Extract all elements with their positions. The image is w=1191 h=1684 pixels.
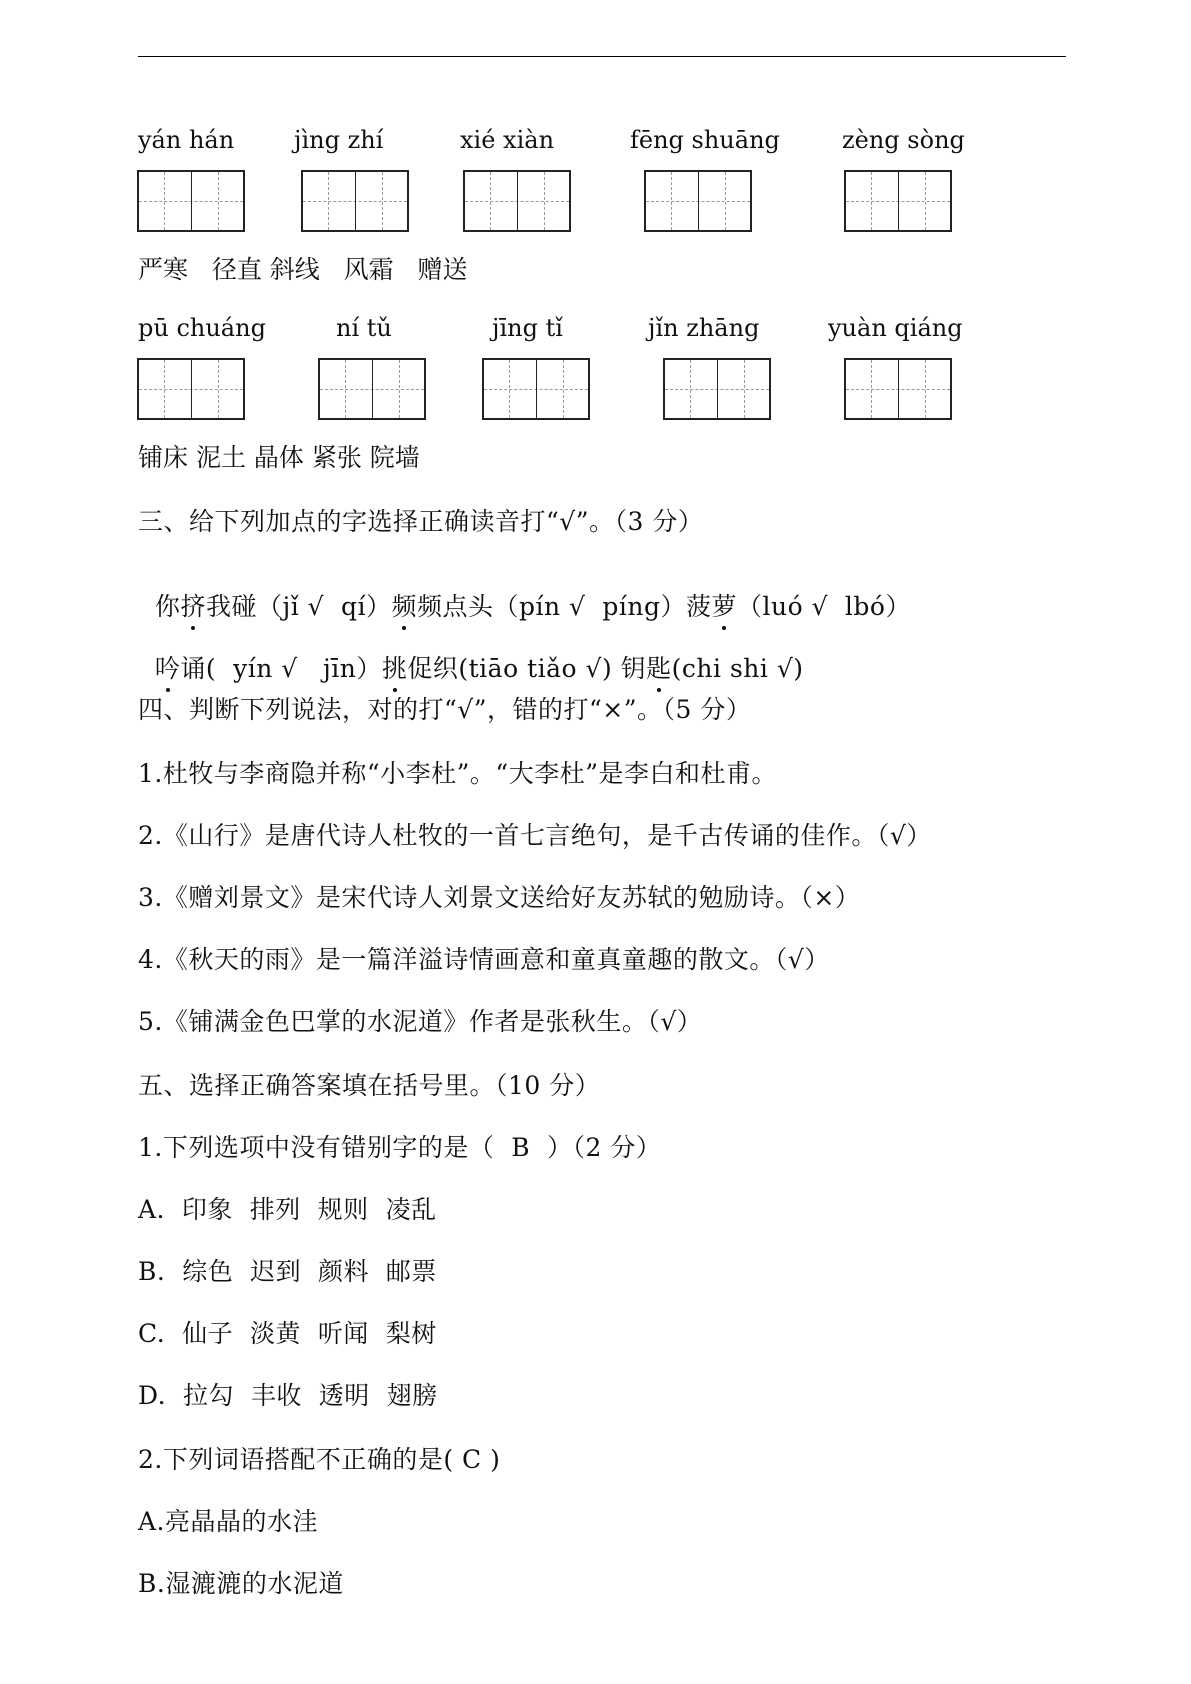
answer-words: 严寒 径直 斜线 风霜 赠送	[138, 255, 468, 284]
pinyin-label: zèng sòng	[842, 126, 965, 154]
pinyin-label: yuàn qiáng	[828, 314, 963, 342]
pinyin-label: fēng shuāng	[630, 126, 780, 154]
judgement-item: 3.《赠刘景文》是宋代诗人刘景文送给好友苏轼的勉励诗。（×）	[138, 883, 861, 912]
judgement-item: 4.《秋天的雨》是一篇洋溢诗情画意和童真童趣的散文。（√）	[138, 945, 830, 974]
dotted-char: 频	[391, 592, 417, 621]
question: 1.下列选项中没有错别字的是（ B ）（2 分）	[138, 1133, 662, 1162]
answer-words: 铺床 泥土 晶体 紧张 院墙	[138, 443, 420, 472]
judgement-item: 5.《铺满金色巴掌的水泥道》作者是张秋生。（√）	[138, 1007, 703, 1036]
pronunciation-line: 吟诵( yín √ jīn）挑促织(tiāo tiǎo √) 钥匙(chi shi √)	[154, 654, 804, 683]
pinyin-label: ní tǔ	[336, 314, 392, 342]
dotted-char: 匙	[646, 654, 672, 683]
writing-grid	[844, 358, 952, 420]
pinyin-label: jǐn zhāng	[648, 314, 760, 342]
writing-grid	[644, 170, 752, 232]
pronunciation-line: 你挤我碰（jǐ √ qí）频频点头（pín √ píng）菠萝（luó √ lbó）	[154, 592, 911, 621]
pinyin-label: yán hán	[138, 126, 235, 154]
option: B.湿漉漉的水泥道	[138, 1569, 344, 1598]
option: B. 综色 迟到 颜料 邮票	[138, 1257, 437, 1286]
writing-grid	[482, 358, 590, 420]
judgement-item: 2.《山行》是唐代诗人杜牧的一首七言绝句，是千古传诵的佳作。（√）	[138, 821, 932, 850]
section-heading: 三、给下列加点的字选择正确读音打“√”。（3 分）	[138, 507, 704, 536]
dotted-char: 挑	[381, 654, 408, 683]
writing-grid	[137, 358, 245, 420]
option: A.亮晶晶的水洼	[138, 1507, 319, 1536]
judgement-item: 1.杜牧与李商隐并称“小李杜”。“大李杜”是李白和杜甫。	[138, 759, 777, 788]
dotted-char: 挤	[180, 592, 206, 621]
dotted-char: 萝	[711, 592, 737, 621]
pinyin-label: jìng zhí	[294, 126, 384, 154]
option: D. 拉勾 丰收 透明 翅膀	[138, 1381, 438, 1410]
question: 2.下列词语搭配不正确的是( C )	[138, 1445, 501, 1474]
pinyin-label: pū chuáng	[138, 314, 266, 342]
writing-grid	[137, 170, 245, 232]
writing-grid	[318, 358, 426, 420]
dotted-char: 吟	[154, 654, 181, 683]
writing-grid	[301, 170, 409, 232]
writing-grid	[463, 170, 571, 232]
pinyin-label: xié xiàn	[460, 126, 555, 154]
section-heading: 五、选择正确答案填在括号里。（10 分）	[138, 1071, 601, 1100]
writing-grid	[663, 358, 771, 420]
option: C. 仙子 淡黄 听闻 梨树	[138, 1319, 437, 1348]
top-rule	[138, 56, 1066, 57]
writing-grid	[844, 170, 952, 232]
section-heading: 四、判断下列说法，对的打“√”，错的打“×”。（5 分）	[138, 695, 752, 724]
pinyin-label: jīng tǐ	[492, 314, 563, 342]
option: A. 印象 排列 规则 凌乱	[138, 1195, 437, 1224]
